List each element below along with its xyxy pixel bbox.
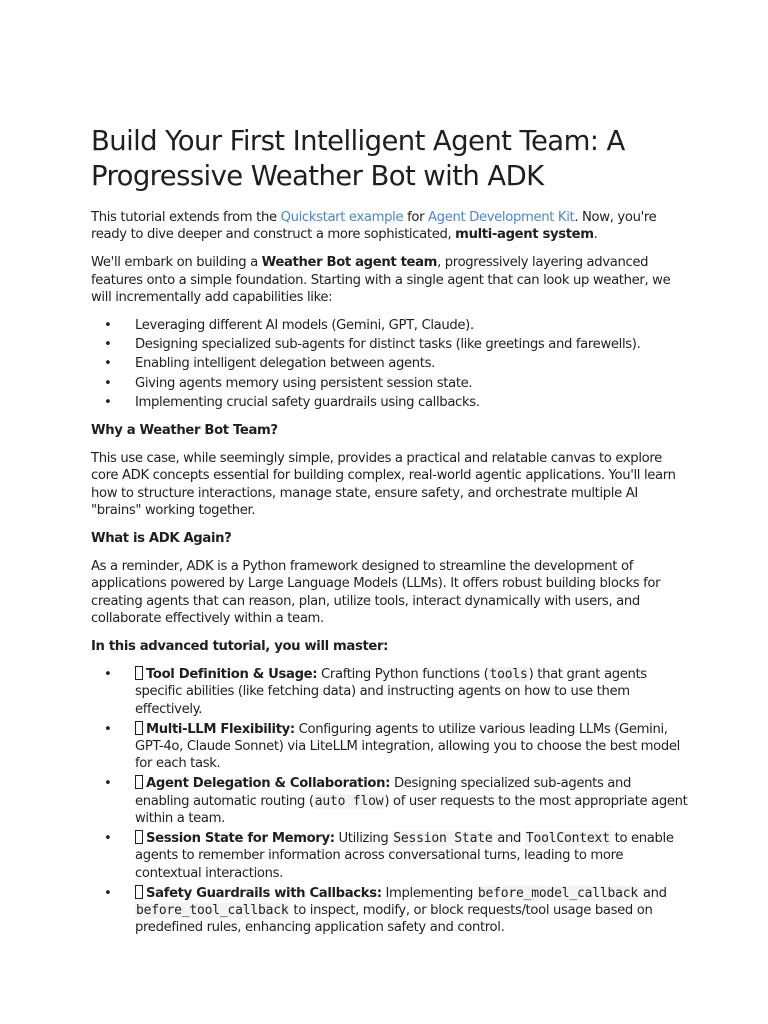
- item-text: ) of user requests to the most appropriate agent within a team.: [135, 793, 688, 826]
- item-text: Configuring agents to utilize various leading LLMs (Gemini, GPT-4o, Claude Sonnet) via LiteLLM integration, allowing you to choose the best model for each task.: [135, 721, 680, 772]
- adk-link[interactable]: Agent Development Kit: [428, 210, 575, 225]
- list-item-text: Implementing crucial safety guardrails using callbacks.: [135, 394, 480, 410]
- list-item: [91, 775, 688, 827]
- intro-text-3: . Now, you're ready to dive deeper and construct a more sophisticated,: [91, 210, 657, 243]
- item-text: and: [493, 831, 525, 847]
- list-item: [91, 394, 688, 411]
- list-item: [91, 355, 688, 372]
- list-item-text: Leveraging different AI models (Gemini, GPT, Claude).: [135, 318, 474, 334]
- bullet: •: [104, 356, 112, 372]
- item-text: Designing specialized sub-agents and enabling automatic routing (: [135, 776, 632, 809]
- missing-glyph-icon: [135, 721, 143, 735]
- bullet: •: [104, 337, 112, 353]
- list-item-text: Giving agents memory using persistent session state.: [135, 375, 473, 391]
- bullet: •: [104, 776, 112, 792]
- inline-code: before_tool_callback: [136, 902, 289, 918]
- list-item-text: Designing specialized sub-agents for distinct tasks (like greetings and farewells).: [135, 337, 641, 353]
- embark-text-1: We'll embark on building a: [91, 255, 262, 271]
- intro-text-2: for: [403, 210, 429, 225]
- item-text: Crafting Python functions (: [317, 667, 489, 683]
- bullet: •: [104, 318, 112, 334]
- inline-code: tools: [489, 667, 528, 683]
- page-title: Build Your First Intelligent Agent Team: A Progressive Weather Bot with ADK: [91, 125, 625, 192]
- embark-text-2: , progressively layering advanced features onto a simple foundation. Starting with a single agent that can look up weather, we will incrementally add capabilities like:: [91, 255, 671, 305]
- missing-glyph-icon: [135, 830, 143, 844]
- item-text: Utilizing: [334, 831, 393, 847]
- item-label: Safety Guardrails with Callbacks:: [146, 885, 382, 901]
- quickstart-link[interactable]: Quickstart example: [280, 210, 404, 225]
- embark-paragraph: [91, 254, 688, 306]
- list-item-text: Enabling intelligent delegation between agents.: [135, 356, 435, 372]
- item-label: Multi-LLM Flexibility:: [146, 721, 295, 737]
- master-list: [91, 666, 688, 936]
- inline-code: Session State: [393, 831, 493, 847]
- what-paragraph: As a reminder, ADK is a Python framework designed to streamline the development of applications powered by Large Language Models (LLMs). It offers robust building blocks for creating agents that can reason, plan, utilize tools, interact dynamically with users, and collaborate effectively within a team.: [91, 559, 661, 626]
- bullet: •: [104, 667, 112, 683]
- master-heading: In this advanced tutorial, you will master:: [91, 639, 389, 655]
- item-text: Implementing: [381, 885, 477, 901]
- item-text: ) that grant agents specific abilities (like fetching data) and instructing agents on how to use them effectively.: [135, 667, 647, 717]
- bullet: •: [104, 394, 112, 410]
- bullet: •: [104, 375, 112, 391]
- item-label: Session State for Memory:: [146, 831, 335, 847]
- bullet: •: [104, 885, 112, 901]
- list-item: [91, 885, 688, 937]
- missing-glyph-icon: [135, 666, 143, 680]
- intro-bold: multi-agent system: [455, 227, 594, 243]
- list-item: [91, 721, 688, 773]
- intro-paragraph: [91, 209, 688, 243]
- item-text: to enable agents to remember information across conversational turns, leading to more contextual interactions.: [135, 831, 674, 881]
- list-item: [91, 317, 688, 334]
- item-label: Agent Delegation & Collaboration:: [146, 776, 391, 792]
- list-item: [91, 336, 688, 353]
- embark-bold: Weather Bot agent team: [261, 255, 438, 271]
- what-heading: What is ADK Again?: [91, 531, 232, 547]
- item-text: to inspect, modify, or block requests/tool usage based on predefined rules, enhancing application safety and control.: [135, 902, 653, 936]
- inline-code: ToolContext: [525, 831, 610, 847]
- intro-text-1: This tutorial extends from the: [91, 210, 281, 225]
- why-paragraph: This use case, while seemingly simple, provides a practical and relatable canvas to explore core ADK concepts essential for building complex, real-world agentic applications. You'll learn how to structure interactions, manage state, ensure safety, and orchestrate multiple AI "brains" working together.: [91, 451, 676, 518]
- bullet: •: [104, 721, 112, 737]
- list-item: [91, 375, 688, 392]
- bullet: •: [104, 831, 112, 847]
- missing-glyph-icon: [135, 775, 143, 789]
- list-item: [91, 830, 688, 882]
- inline-code: before_model_callback: [477, 885, 639, 901]
- missing-glyph-icon: [135, 885, 143, 899]
- list-item: [91, 666, 688, 718]
- intro-text-4: .: [593, 227, 598, 243]
- capabilities-list: [91, 317, 688, 411]
- why-heading: Why a Weather Bot Team?: [91, 423, 278, 439]
- item-label: Tool Definition & Usage:: [146, 667, 318, 683]
- inline-code: auto flow: [314, 793, 384, 809]
- item-text: and: [639, 885, 667, 901]
